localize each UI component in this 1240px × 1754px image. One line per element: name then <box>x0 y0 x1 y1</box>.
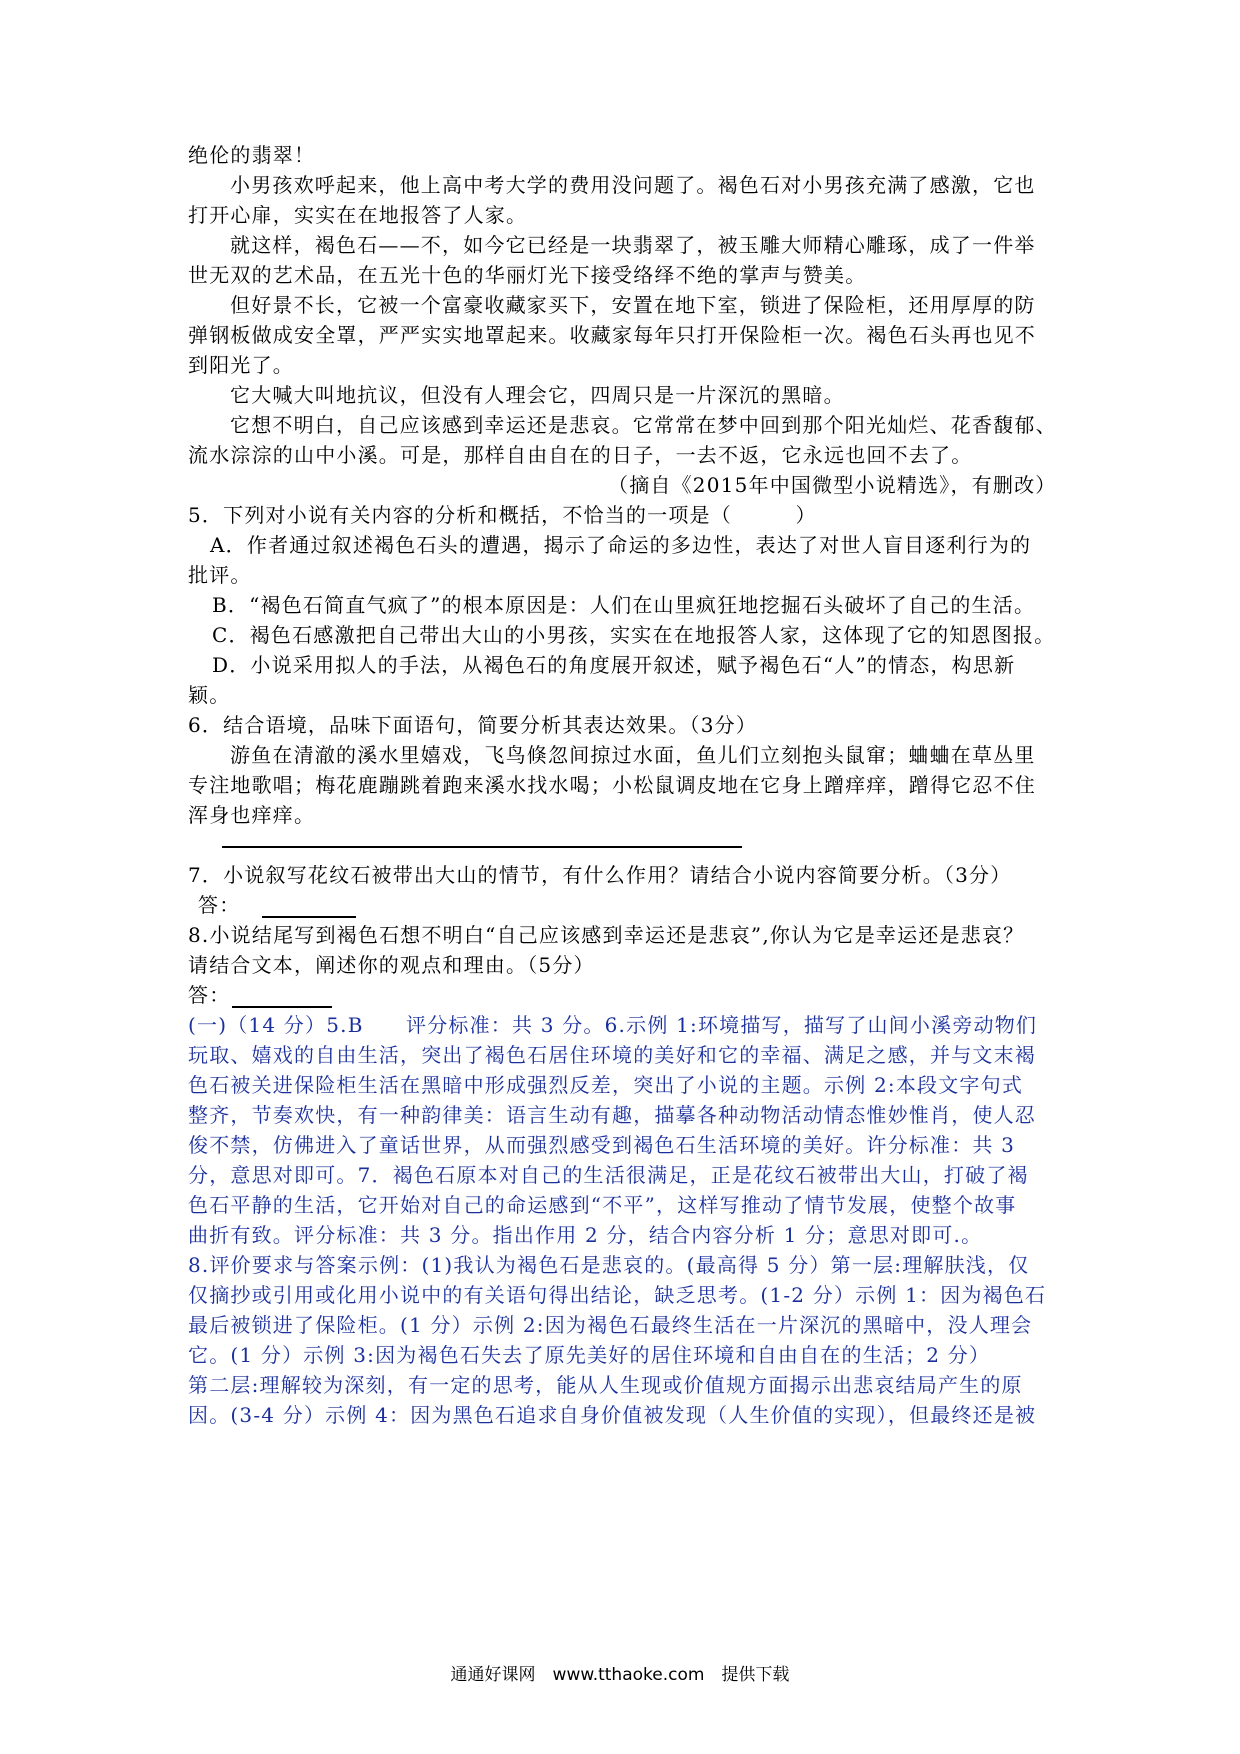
story-line: 打开心扉，实实在在地报答了人家。 <box>188 203 528 227</box>
question-6: 6．结合语境，品味下面语句，简要分析其表达效果。（3分） <box>188 713 758 737</box>
answer-key-line: 它。(1 分）示例 3:因为褐色石失去了原先美好的居住环境和自由自在的生活；2 分） <box>188 1343 991 1367</box>
answer-blank-line <box>222 846 742 848</box>
answer-key-line: 色石平静的生活，它开始对自己的命运感到“不平”，这样写推动了情节发展，使整个故事 <box>188 1193 1017 1217</box>
option-a-cont: 批评。 <box>188 563 252 587</box>
page-footer: 通通好课网 www.tthaoke.com 提供下载 <box>450 1665 790 1685</box>
question-7: 7．小说叙写花纹石被带出大山的情节，有什么作用？请结合小说内容简要分析。（3分） <box>188 863 1012 887</box>
question-5: 5．下列对小说有关内容的分析和概括，不恰当的一项是（ ） <box>188 503 817 527</box>
option-c: C．褐色石感激把自己带出大山的小男孩，实实在在地报答人家，这体现了它的知恩图报。 <box>212 623 1056 647</box>
option-d-cont: 颖。 <box>188 683 231 707</box>
answer-key-line: 俊不禁，仿佛进入了童话世界，从而强烈感受到褐色石生活环境的美好。许分标准：共 3 <box>188 1133 1016 1157</box>
story-line: 流水淙淙的山中小溪。可是，那样自由自在的日子，一去不返，它永远也回不去了。 <box>188 443 973 467</box>
answer-key-line: 最后被锁进了保险柜。(1 分）示例 2:因为褐色石最终生活在一片深沉的黑暗中，没人理会 <box>188 1313 1033 1337</box>
answer-blank-line <box>262 916 356 918</box>
option-b: B．“褐色石简直气疯了”的根本原因是：人们在山里疯狂地挖掘石头破坏了自己的生活。 <box>212 593 1036 617</box>
story-line: 小男孩欢呼起来，他上高中考大学的费用没问题了。褐色石对小男孩充满了感激，它也 <box>230 173 1036 197</box>
story-line: 它想不明白，自己应该感到幸运还是悲哀。它常常在梦中回到那个阳光灿烂、花香馥郁、 <box>230 413 1057 437</box>
answer-key-line: 第二层:理解较为深刻，有一定的思考，能从人生现或价值规方面揭示出悲哀结局产生的原 <box>188 1373 1023 1397</box>
option-d: D．小说采用拟人的手法，从褐色石的角度展开叙述，赋予褐色石“人”的情态，构思新 <box>212 653 1016 677</box>
answer-key-line: (一)（14 分）5.B 评分标准：共 3 分。6.示例 1:环境描写，描写了山间小溪旁动物们 <box>188 1013 1038 1037</box>
story-line: 到阳光了。 <box>188 353 294 377</box>
answer-label: 答： <box>188 983 231 1007</box>
answer-key-line: 曲折有致。评分标准：共 3 分。指出作用 2 分，结合内容分析 1 分；意思对即可.。 <box>188 1223 983 1247</box>
story-line: 弹钢板做成安全罩，严严实实地罩起来。收藏家每年只打开保险柜一次。褐色石头再也见不 <box>188 323 1036 347</box>
story-line: 绝伦的翡翠！ <box>188 143 316 167</box>
answer-key-line: 仅摘抄或引用或化用小说中的有关语句得出结论，缺乏思考。(1-2 分）示例 1：因为褐色石 <box>188 1283 1047 1307</box>
answer-key-line: 分，意思对即可。7．褐色石原本对自己的生活很满足，正是花纹石被带出大山，打破了褐 <box>188 1163 1029 1187</box>
answer-key-line: 整齐，节奏欢快，有一种韵律美：语言生动有趣，描摹各种动物活动情态惟妙惟肖，使人忍 <box>188 1103 1036 1127</box>
source-citation: （摘自《2015年中国微型小说精选》，有删改） <box>608 473 1057 497</box>
quoted-sentence: 浑身也痒痒。 <box>188 803 316 827</box>
story-line: 它大喊大叫地抗议，但没有人理会它，四周只是一片深沉的黑暗。 <box>230 383 845 407</box>
answer-label: 答： <box>198 893 241 917</box>
answer-key-line: 色石被关进保险柜生活在黑暗中形成强烈反差，突出了小说的主题。示例 2:本段文字句式 <box>188 1073 1024 1097</box>
quoted-sentence: 专注地歌唱；梅花鹿蹦跳着跑来溪水找水喝；小松鼠调皮地在它身上蹭痒痒，蹭得它忍不住 <box>188 773 1036 797</box>
answer-key-line: 8.评价要求与答案示例：(1)我认为褐色石是悲哀的。(最高得 5 分）第一层:理解肤浅，仅 <box>188 1253 1030 1277</box>
answer-key-line: 因。(3-4 分）示例 4：因为黑色石追求自身价值被发现（人生价值的实现），但最终还是被 <box>188 1403 1037 1427</box>
answer-key-line: 玩取、嬉戏的自由生活，突出了褐色石居住环境的美好和它的幸福、满足之感，并与文末褐 <box>188 1043 1036 1067</box>
story-line: 但好景不长，它被一个富豪收藏家买下，安置在地下室，锁进了保险柜，还用厚厚的防 <box>230 293 1036 317</box>
story-line: 就这样，褐色石——不，如今它已经是一块翡翠了，被玉雕大师精心雕琢，成了一件举 <box>230 233 1036 257</box>
question-8: 8.小说结尾写到褐色石想不明白“自己应该感到幸运还是悲哀”,你认为它是幸运还是悲哀？ <box>188 923 1025 947</box>
story-line: 世无双的艺术品，在五光十色的华丽灯光下接受络绎不绝的掌声与赞美。 <box>188 263 867 287</box>
quoted-sentence: 游鱼在清澈的溪水里嬉戏，飞鸟倏忽间掠过水面，鱼儿们立刻抱头鼠窜；蛐蛐在草丛里 <box>230 743 1036 767</box>
question-8-cont: 请结合文本，阐述你的观点和理由。（5分） <box>188 953 595 977</box>
answer-blank-line <box>232 1006 332 1008</box>
option-a: A．作者通过叙述褐色石头的遭遇，揭示了命运的多边性，表达了对世人盲目逐利行为的 <box>210 533 1032 557</box>
